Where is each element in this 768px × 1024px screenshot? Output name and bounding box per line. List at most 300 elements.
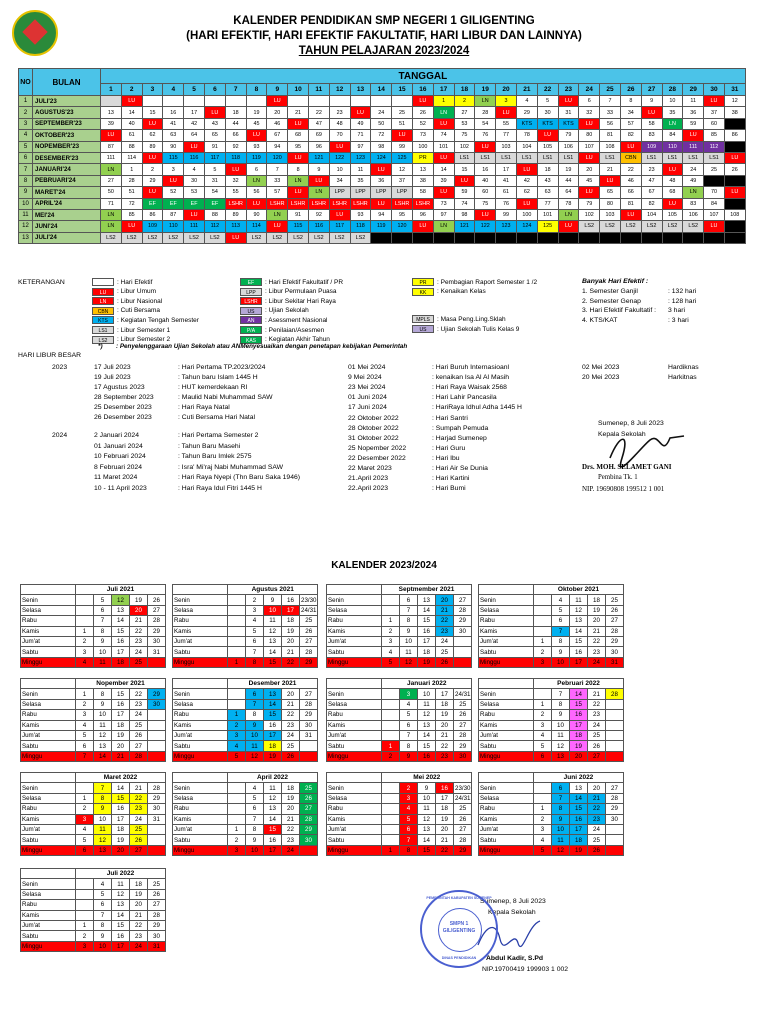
holiday-date: 8 Februari 2024 (94, 463, 142, 471)
day-cell: 24 (371, 107, 392, 118)
day-cell: 13 (101, 107, 122, 118)
day-cell: 30 (184, 175, 205, 186)
day-cell: 24 (683, 164, 704, 175)
date-cell (382, 730, 400, 740)
day-cell: 84 (704, 198, 725, 209)
day-cell (579, 232, 600, 243)
day-cell: 62 (516, 187, 537, 198)
legend-swatch (92, 278, 114, 286)
date-cell: 31 (300, 730, 318, 740)
legend-swatch: P/A (240, 326, 262, 334)
day-cell: LS1 (600, 152, 621, 163)
day-cell: 124 (371, 152, 392, 163)
day-cell (662, 232, 683, 243)
date-cell: 12 (94, 730, 112, 740)
date-cell (606, 730, 624, 740)
date-cell: 12 (112, 595, 130, 605)
date-cell: 7 (552, 626, 570, 636)
weekday-name: Selasa (21, 793, 76, 803)
date-cell: 26 (148, 595, 166, 605)
day-header: 29 (683, 84, 704, 96)
date-cell: 7 (552, 793, 570, 803)
date-cell: 21 (436, 605, 454, 615)
holiday-date: 2 Januari 2024 (94, 432, 139, 439)
holiday-date: 9 Mei 2024 (348, 374, 382, 382)
month-calendar (172, 772, 318, 856)
week-row (479, 835, 624, 845)
day-header: 2 (121, 84, 142, 96)
day-cell: 73 (412, 130, 433, 141)
holiday-name: : HariRaya Idhul Adha 1445 H (432, 404, 522, 412)
date-cell: 7 (246, 814, 264, 824)
weekday-name: Rabu (173, 710, 228, 720)
day-cell: 30 (537, 107, 558, 118)
date-cell: 24 (282, 845, 300, 855)
holiday-name: : Hari Buruh Internasioanl (432, 364, 510, 371)
date-cell (76, 910, 94, 920)
day-cell: LU (121, 221, 142, 232)
date-cell: 17 (570, 824, 588, 834)
title-line1: KALENDER PENDIDIKAN SMP NEGERI 1 GILIGENTING (233, 15, 535, 27)
day-cell: CBN (620, 152, 641, 163)
day-cell: LU (704, 221, 725, 232)
day-cell: LU (246, 130, 267, 141)
day-cell: 118 (225, 152, 246, 163)
day-cell: 37 (704, 107, 725, 118)
day-cell: 108 (724, 209, 745, 220)
date-cell: 13 (94, 741, 112, 751)
day-cell: 19 (246, 107, 267, 118)
date-cell: 18 (112, 657, 130, 667)
date-cell: 11 (418, 699, 436, 709)
date-cell: 28 (454, 605, 472, 615)
date-cell: 31 (148, 647, 166, 657)
date-cell (148, 845, 166, 855)
day-cell: 31 (558, 107, 579, 118)
row-number: 11 (19, 209, 33, 220)
day-cell: LU (475, 209, 496, 220)
day-cell: LS2 (288, 232, 309, 243)
date-cell: 15 (264, 824, 282, 834)
day-cell: 84 (662, 130, 683, 141)
day-header: 21 (516, 84, 537, 96)
weekday-name: Sabtu (479, 835, 534, 845)
date-cell: 25 (148, 879, 166, 889)
date-cell: 23 (130, 636, 148, 646)
day-cell: 100 (516, 209, 537, 220)
week-row (21, 804, 166, 814)
weekday-name: Jum'at (173, 824, 228, 834)
legend-label: : Libur Umum (117, 288, 157, 296)
date-cell: 9 (552, 814, 570, 824)
date-cell: 26 (300, 793, 318, 803)
day-cell: 33 (600, 107, 621, 118)
date-cell: 19 (130, 595, 148, 605)
weekday-name: Senin (21, 689, 76, 699)
day-cell (412, 232, 433, 243)
date-cell: 7 (246, 699, 264, 709)
month-title-spacer (479, 585, 534, 595)
date-cell: 27 (606, 783, 624, 793)
day-header: 23 (558, 84, 579, 96)
week-row (479, 710, 624, 720)
date-cell: 6 (552, 783, 570, 793)
footnote: : Penyelenggaraan Ujian Sekolah atau ANMenyesuaikan dengan penetapan kebijakan Pemerintah (116, 343, 408, 350)
month-title-spacer (327, 585, 382, 595)
month-calendar (20, 868, 166, 952)
weekday-name: Sabtu (173, 835, 228, 845)
date-cell: 17 (112, 647, 130, 657)
weekday-name: Selasa (21, 889, 76, 899)
date-cell: 15 (418, 741, 436, 751)
date-cell: 8 (94, 920, 112, 930)
date-cell: 2 (228, 720, 246, 730)
date-cell: 13 (264, 689, 282, 699)
date-cell: 11 (264, 616, 282, 626)
day-cell (620, 232, 641, 243)
date-cell: 10 (418, 689, 436, 699)
day-cell: 82 (620, 130, 641, 141)
day-cell: LU (433, 118, 454, 129)
day-cell: 4 (516, 96, 537, 107)
week-row (173, 720, 318, 730)
weekday-name: Rabu (479, 710, 534, 720)
date-cell: 23/30 (455, 784, 471, 792)
date-cell: 17 (570, 657, 588, 667)
day-cell: 115 (288, 221, 309, 232)
date-cell: 27 (454, 720, 472, 730)
date-cell: 13 (418, 595, 436, 605)
date-cell: 22 (588, 636, 606, 646)
weekday-name: Selasa (173, 699, 228, 709)
day-cell: 112 (204, 221, 225, 232)
day-cell: 31 (204, 175, 225, 186)
day-cell: LS2 (308, 232, 329, 243)
week-row (479, 699, 624, 709)
day-header: 9 (267, 84, 288, 96)
day-cell: 80 (579, 130, 600, 141)
holiday-date: 22 Maret 2023 (348, 465, 392, 472)
date-cell: 2 (246, 595, 264, 605)
date-cell (76, 900, 94, 910)
month-name: MEI'24 (33, 209, 101, 220)
date-cell: 5 (76, 835, 94, 845)
date-cell: 18 (418, 647, 436, 657)
day-cell: 11 (350, 164, 371, 175)
date-cell (228, 814, 246, 824)
sign1-name: Drs. MOH. SELAMET GANI (582, 463, 672, 471)
day-cell: 15 (142, 107, 163, 118)
date-cell: 1 (534, 804, 552, 814)
date-cell: 19 (264, 751, 282, 761)
day-cell: 96 (412, 209, 433, 220)
weekday-name: Senin (21, 879, 76, 889)
day-cell: 67 (641, 187, 662, 198)
sign2-name: Abdul Kadir, S.Pd (486, 955, 544, 962)
col-bulan-header: BULAN (33, 69, 101, 96)
day-cell (392, 96, 413, 107)
day-cell: LU (579, 152, 600, 163)
day-cell: 78 (516, 130, 537, 141)
weekday-name: Minggu (479, 751, 534, 761)
day-cell: 63 (163, 130, 184, 141)
date-cell: 18 (130, 879, 148, 889)
month-calendar (20, 678, 166, 762)
date-cell: 15 (570, 699, 588, 709)
day-cell: LN (558, 209, 579, 220)
day-cell: 91 (288, 209, 309, 220)
date-cell (606, 699, 624, 709)
date-cell: 14 (264, 814, 282, 824)
date-cell: 29 (300, 657, 318, 667)
day-cell (329, 96, 350, 107)
weekday-name: Rabu (21, 900, 76, 910)
date-cell: 6 (246, 804, 264, 814)
day-cell (724, 221, 745, 232)
date-cell: 20 (282, 804, 300, 814)
date-cell: 26 (282, 751, 300, 761)
day-cell: LU (225, 232, 246, 243)
date-cell (534, 793, 552, 803)
date-cell (300, 845, 318, 855)
day-cell (496, 232, 517, 243)
date-cell: 15 (112, 920, 130, 930)
weekday-name: Minggu (327, 751, 382, 761)
date-cell: 29 (606, 804, 624, 814)
date-cell: 12 (264, 626, 282, 636)
month-name: SEPTEMBER'23 (33, 118, 101, 129)
day-cell: 103 (600, 209, 621, 220)
day-cell: 71 (101, 198, 122, 209)
week-row (173, 689, 318, 699)
weekday-name: Senin (327, 595, 382, 605)
day-cell: 35 (662, 107, 683, 118)
day-cell: 39 (433, 175, 454, 186)
day-cell: 42 (516, 175, 537, 186)
date-cell: 1 (228, 824, 246, 834)
weekday-name: Minggu (479, 657, 534, 667)
day-cell (371, 232, 392, 243)
date-cell: 30 (300, 835, 318, 845)
title-line3: TAHUN PELAJARAN 2023/2024 (298, 45, 470, 57)
date-cell: 10 (246, 730, 264, 740)
month-row (19, 130, 746, 141)
week-row (21, 605, 166, 615)
date-cell: 6 (400, 720, 418, 730)
day-cell: LU (579, 187, 600, 198)
day-cell: 91 (204, 141, 225, 152)
date-cell: 16 (418, 626, 436, 636)
date-cell: 19 (282, 626, 300, 636)
date-cell: 10 (400, 636, 418, 646)
month-calendar (478, 678, 624, 762)
date-cell: 3 (228, 730, 246, 740)
date-cell: 9 (264, 595, 282, 605)
week-row (21, 647, 166, 657)
weekday-name: Jum'at (21, 920, 76, 930)
date-cell: 19 (112, 730, 130, 740)
date-cell: 3 (534, 720, 552, 730)
day-header: 24 (579, 84, 600, 96)
day-cell: 77 (537, 198, 558, 209)
row-number: 12 (19, 221, 33, 232)
date-cell: 14 (418, 730, 436, 740)
day-cell: LU (163, 175, 184, 186)
date-cell: 12 (264, 793, 282, 803)
row-number: 3 (19, 118, 33, 129)
day-cell (204, 96, 225, 107)
month-title: Juli 2022 (76, 869, 166, 879)
date-cell: 25 (130, 824, 148, 834)
day-cell: 118 (350, 221, 371, 232)
date-cell: 27 (148, 605, 166, 615)
weekday-name: Minggu (21, 657, 76, 667)
date-cell: 3 (76, 710, 94, 720)
holiday-date: 11 Maret 2024 (94, 474, 138, 482)
date-cell: 1 (76, 626, 94, 636)
date-cell: 30 (300, 720, 318, 730)
date-cell: 6 (76, 741, 94, 751)
day-cell: LN (683, 187, 704, 198)
day-cell: 75 (454, 130, 475, 141)
week-row (327, 835, 472, 845)
day-cell: LS2 (101, 232, 122, 243)
date-cell: 21 (588, 626, 606, 636)
weekday-name: Kamis (479, 626, 534, 636)
weekday-name: Kamis (173, 626, 228, 636)
date-cell: 19 (588, 605, 606, 615)
day-cell: 86 (142, 209, 163, 220)
day-cell: 59 (683, 118, 704, 129)
day-header: 1 (101, 84, 122, 96)
day-header: 28 (662, 84, 683, 96)
month-row (19, 232, 746, 243)
date-cell: 2 (76, 699, 94, 709)
day-cell: 49 (683, 175, 704, 186)
date-cell (606, 720, 624, 730)
legend-label: : Libur Semester 2 (117, 336, 171, 344)
day-cell: 2 (142, 164, 163, 175)
date-cell (148, 730, 166, 740)
day-cell: 83 (641, 130, 662, 141)
date-cell: 13 (418, 720, 436, 730)
date-cell (382, 824, 400, 834)
weekday-name: Jum'at (21, 636, 76, 646)
holiday-name: : Sumpah Pemuda (432, 424, 489, 432)
day-cell: 85 (121, 209, 142, 220)
day-cell (163, 96, 184, 107)
date-cell: 20 (282, 689, 300, 699)
week-row (479, 804, 624, 814)
date-cell: 1 (76, 793, 94, 803)
date-cell: 8 (94, 793, 112, 803)
day-cell: 36 (683, 107, 704, 118)
day-cell: 63 (537, 187, 558, 198)
legend-title: KETERANGAN (18, 279, 65, 286)
date-cell: 20 (588, 783, 606, 793)
date-cell: 21 (588, 689, 606, 699)
day-cell: 98 (454, 209, 475, 220)
holiday-date: 22 Desember 2022 (348, 454, 406, 462)
weekday-name: Sabtu (21, 931, 76, 941)
weekday-name: Sabtu (479, 647, 534, 657)
day-cell: 69 (308, 130, 329, 141)
holiday-name: : kenaikan Isa Al Al Masih (432, 374, 510, 382)
day-cell: 34 (329, 175, 350, 186)
day-cell: 119 (371, 221, 392, 232)
calendar-2-title: KALENDER 2023/2024 (331, 560, 437, 571)
day-cell: LU (516, 198, 537, 209)
date-cell: 4 (76, 657, 94, 667)
date-cell (534, 605, 552, 615)
day-cell: 124 (516, 221, 537, 232)
academic-calendar-table (18, 68, 746, 244)
date-cell: 18 (436, 699, 454, 709)
weekday-name: Kamis (327, 720, 382, 730)
week-row (21, 783, 166, 793)
day-cell: LU (683, 130, 704, 141)
day-cell: 109 (641, 141, 662, 152)
date-cell: 28 (300, 647, 318, 657)
day-cell: 10 (329, 164, 350, 175)
sign2-nip: NIP.19700419 199903 1 002 (482, 966, 569, 973)
date-cell: 7 (552, 689, 570, 699)
date-cell: 5 (246, 626, 264, 636)
day-cell: LN (433, 107, 454, 118)
month-title-spacer (327, 773, 382, 783)
holiday-name: Harkitnas (668, 374, 697, 381)
weekday-name: Sabtu (327, 647, 382, 657)
date-cell (76, 595, 94, 605)
month-name: JULI'23 (33, 96, 101, 107)
weekday-name: Jum'at (479, 636, 534, 646)
day-cell: 111 (683, 141, 704, 152)
day-cell: LS1 (454, 152, 475, 163)
day-cell: LS2 (267, 232, 288, 243)
weekday-name: Kamis (21, 626, 76, 636)
day-header: 8 (246, 84, 267, 96)
holiday-name: : Hari Raya Idul Fitri 1445 H (178, 485, 262, 492)
day-cell: LU (579, 118, 600, 129)
day-cell: LU (371, 198, 392, 209)
day-cell: 39 (101, 118, 122, 129)
date-cell: 9 (418, 783, 436, 793)
day-cell (142, 96, 163, 107)
month-title: Januari 2022 (382, 679, 472, 689)
holiday-name: : Hari Santri (432, 414, 468, 422)
date-cell: 29 (300, 824, 318, 834)
legend-label: : Libur Nasional (117, 297, 163, 305)
day-cell: 23 (641, 164, 662, 175)
day-cell: LU (620, 141, 641, 152)
date-cell: 18 (282, 616, 300, 626)
holiday-date: 10 - 11 April 2023 (94, 485, 147, 492)
weekday-name: Minggu (21, 941, 76, 951)
day-cell: 21 (288, 107, 309, 118)
legend-swatch: PR (412, 278, 434, 286)
date-cell: 10 (552, 657, 570, 667)
legend-swatch: KAS (240, 336, 262, 344)
legend-label: : Hari Efektif Fakultatif / PR (265, 278, 344, 286)
month-title: Nopember 2021 (76, 679, 166, 689)
day-cell: 85 (704, 130, 725, 141)
date-cell: 12 (570, 605, 588, 615)
week-row (479, 845, 624, 855)
date-cell: 3 (534, 657, 552, 667)
date-cell: 6 (76, 845, 94, 855)
stamp-center-1: SMPN 1 (449, 921, 469, 927)
date-cell: 17 (436, 689, 454, 699)
